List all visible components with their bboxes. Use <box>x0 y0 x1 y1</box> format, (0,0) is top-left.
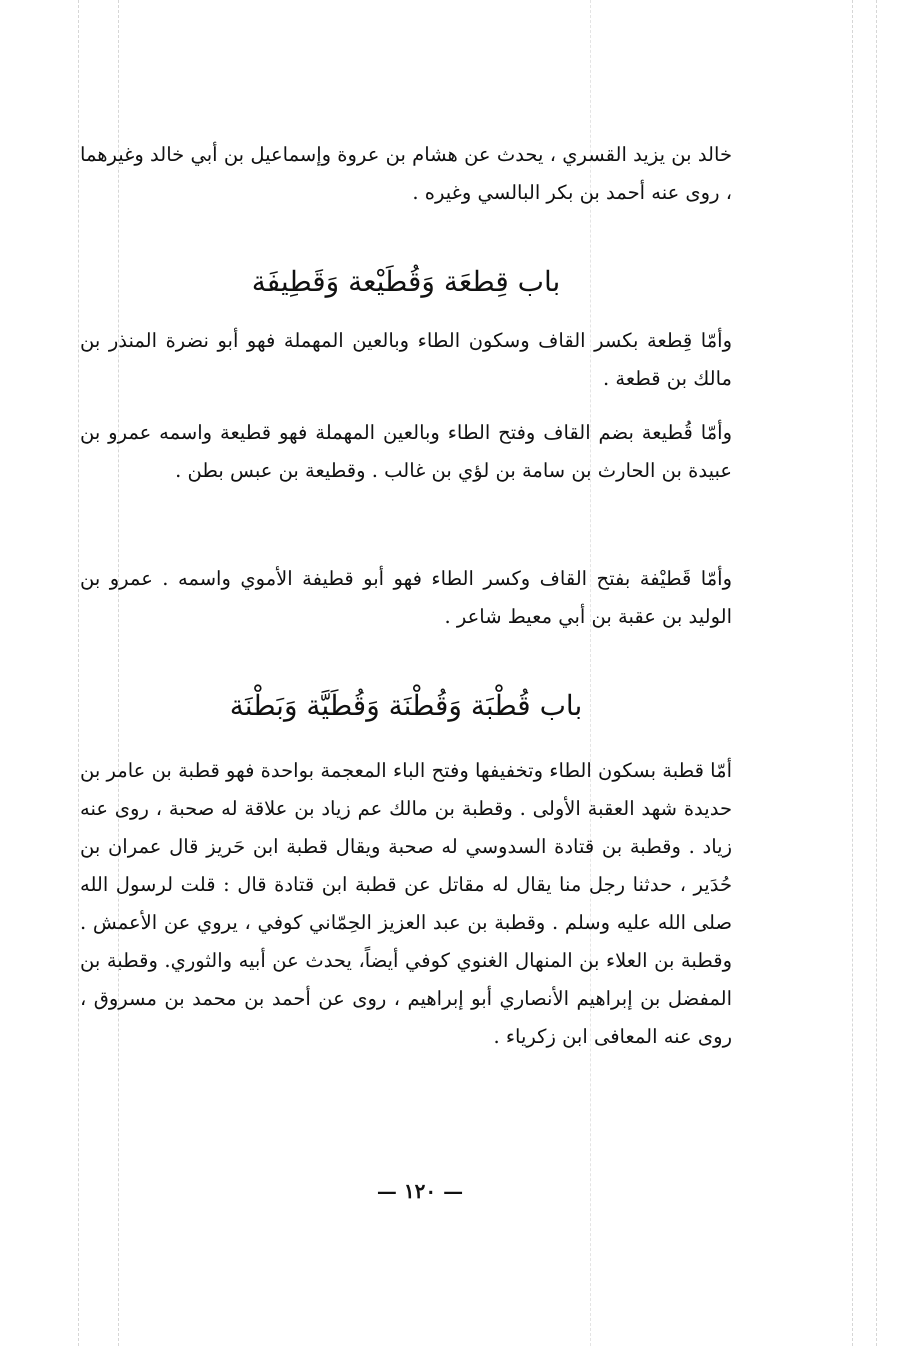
scan-guide-line <box>78 0 79 1346</box>
paragraph-text: وأمّا قُطيعة بضم القاف وفتح الطاء وبالعين المهملة فهو قطيعة واسمه عمرو بن عبيدة بن الحارث بن سامة بن لؤي بن غالب . وقطيعة بن عبس بطن . <box>80 421 732 482</box>
paragraph-text: أمّا قطبة بسكون الطاء وتخفيفها وفتح الباء المعجمة بواحدة فهو قطبة بن عامر بن حديدة شهد العقبة الأولى . وقطبة بن مالك عم زياد بن علاقة له صحبة ، روى عنه زياد . وقطبة بن قتادة السدوسي له صحبة ويقال قطبة ابن حَريز قال عمران بن حُدَير ، حدثنا رجل منا يقال له مقاتل عن قطبة ابن قتادة قال : قلت لرسول الله صلى الله عليه وسلم . وقطبة بن عبد العزيز الحِمّاني كوفي ، يروي عن الأعمش . وقطبة بن العلاء بن المنهال الغنوي كوفي أيضاً، يحدث عن أبيه والثوري. وقطبة بن المفضل بن إبراهيم الأنصاري أبو إبراهيم ، روى عن أحمد بن محمد بن مسروق ، روى عنه المعافى ابن زكرياء . <box>80 759 732 1048</box>
paragraph-qatifa <box>80 560 732 636</box>
paragraph-qutayaa <box>80 414 732 490</box>
paragraph-continuation <box>80 136 732 212</box>
page-number: — ١٢٠ — <box>376 1179 464 1203</box>
paragraph-text: وأمّا قَطيْفة بفتح القاف وكسر الطاء فهو أبو قطيفة الأموي واسمه . عمرو بن الوليد بن عقبة بن أبي معيط شاعر . <box>80 567 732 628</box>
scan-guide-line <box>852 0 853 1346</box>
paragraph-qitaa <box>80 322 732 398</box>
paragraph-text: وأمّا قِطعة بكسر القاف وسكون الطاء وبالعين المهملة فهو أبو نضرة المنذر بن مالك بن قطعة . <box>80 329 732 390</box>
paragraph-text: خالد بن يزيد القسري ، يحدث عن هشام بن عروة وإسماعيل بن أبي خالد وغيرهما ، روى عنه أحمد بن بكر البالسي وغيره . <box>80 143 732 204</box>
section-heading-qitaa: باب قِطعَة وَقُطَيْعة وَقَطِيفَة <box>251 265 561 298</box>
section-heading-qutba: باب قُطْبَة وَقُطْنَة وَقُطَيَّة وَبَطْنَة <box>229 689 583 722</box>
scan-guide-line <box>876 0 877 1346</box>
paragraph-qutba <box>80 752 732 1056</box>
